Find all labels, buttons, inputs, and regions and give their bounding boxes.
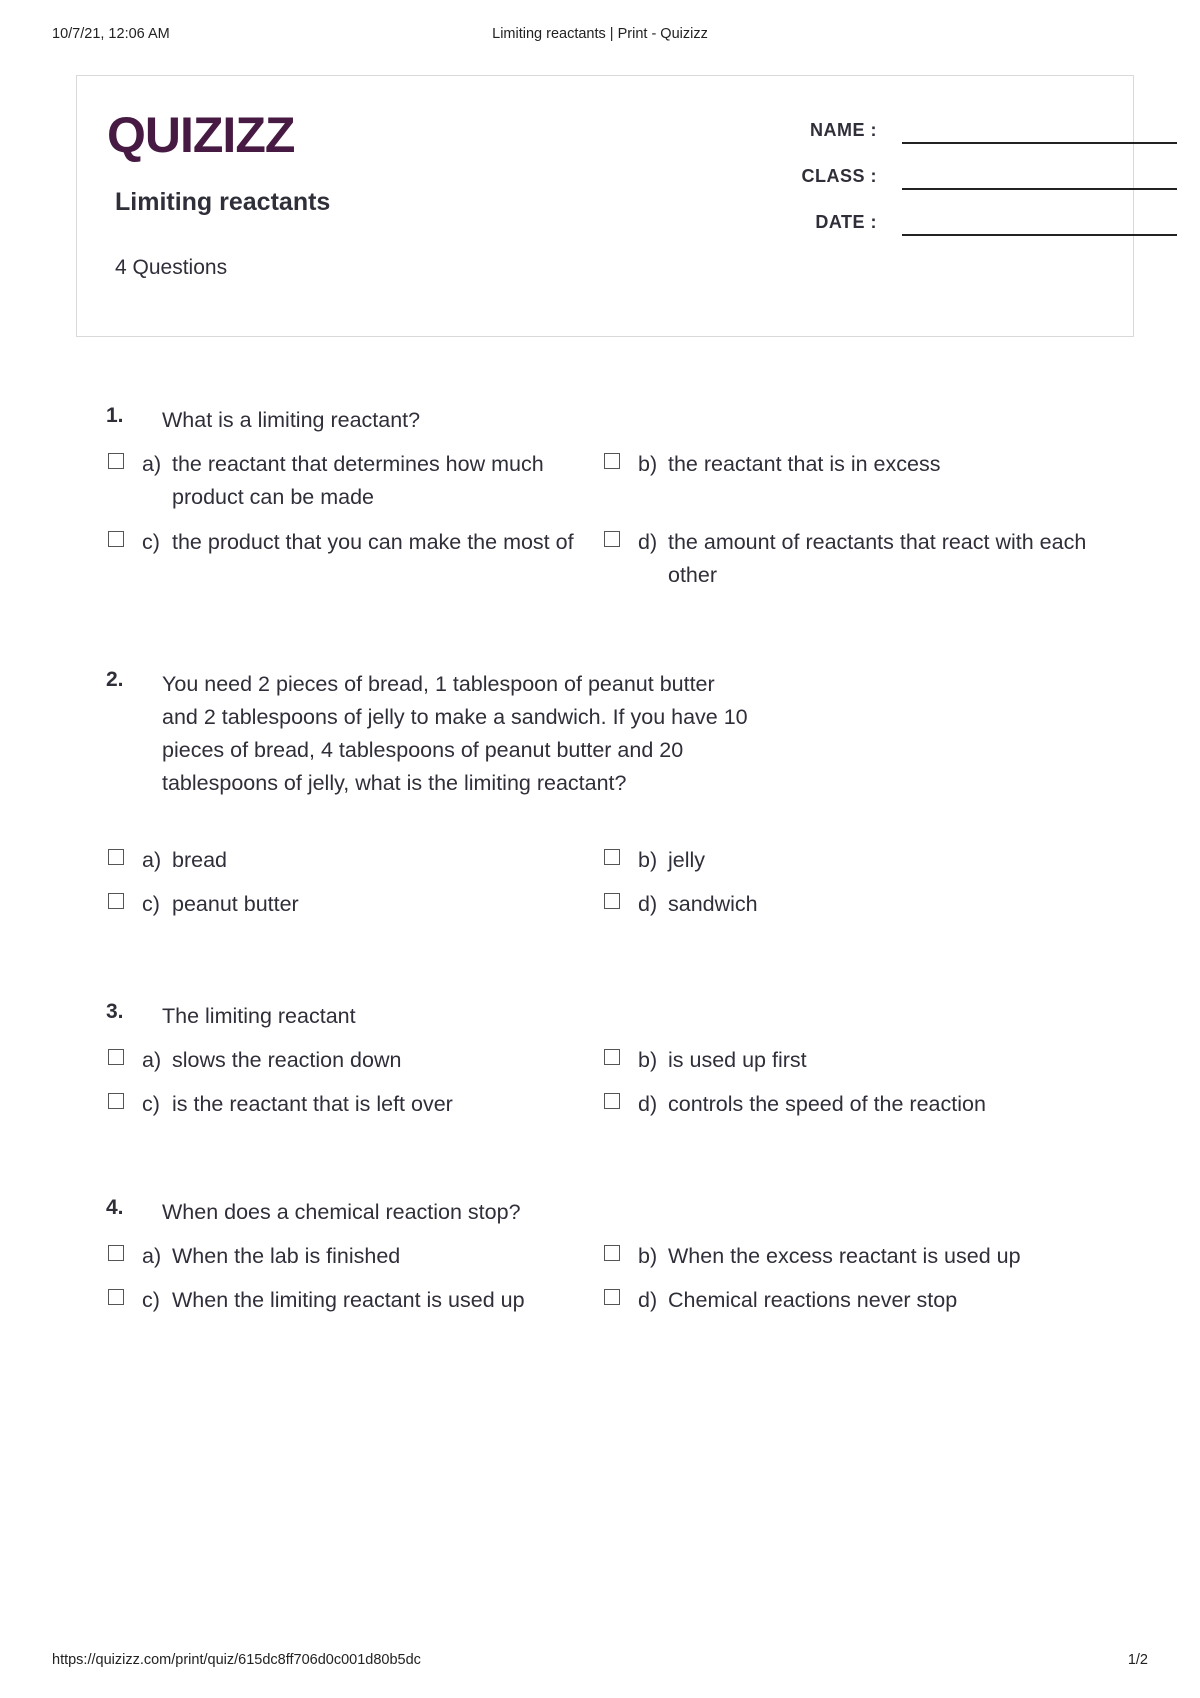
option-letter: c) xyxy=(142,892,160,916)
checkbox-icon[interactable] xyxy=(108,1049,124,1065)
name-field[interactable] xyxy=(737,120,1177,148)
option-letter: b) xyxy=(638,1048,658,1072)
checkbox-icon[interactable] xyxy=(604,1245,620,1261)
name-label: NAME : xyxy=(810,120,877,140)
print-url[interactable]: https://quizizz.com/print/quiz/615dc8ff706d0c001d80b5dc xyxy=(52,1652,421,1668)
checkbox-icon[interactable] xyxy=(108,1093,124,1109)
question-number: 4. xyxy=(106,1196,124,1219)
option-letter: a) xyxy=(142,1048,162,1072)
option-text: is used up first xyxy=(668,1048,807,1072)
option-text: the reactant that is in excess xyxy=(668,452,941,476)
question-text: The limiting reactant xyxy=(162,1004,356,1028)
option-text: peanut butter xyxy=(172,892,299,916)
date-label: DATE : xyxy=(815,212,877,232)
option-text: sandwich xyxy=(668,892,758,916)
option-letter: d) xyxy=(638,1288,658,1312)
option-letter: c) xyxy=(142,1288,160,1312)
question-text: You need 2 pieces of bread, 1 tablespoon of peanut butter and 2 tablespoons of jelly to make a sandwich. If you have 10 pieces of bread, 4 tablespoons of peanut butter and 20 tablespoons of jelly, what is the limiting reactant? xyxy=(162,672,748,795)
option-letter: a) xyxy=(142,848,162,872)
option-letter: b) xyxy=(638,452,658,476)
name-line[interactable] xyxy=(902,142,1177,144)
class-line[interactable] xyxy=(902,188,1177,190)
print-page-title: Limiting reactants | Print - Quizizz xyxy=(492,26,708,42)
option-text: When the excess reactant is used up xyxy=(668,1244,1021,1268)
option-letter: b) xyxy=(638,848,658,872)
print-header xyxy=(52,26,1148,46)
quizizz-logo-text: QUIZIZZ xyxy=(107,107,295,163)
question-count: 4 Questions xyxy=(115,256,228,279)
option-text: When the limiting reactant is used up xyxy=(172,1288,525,1312)
option-letter: a) xyxy=(142,452,162,476)
checkbox-icon[interactable] xyxy=(604,453,620,469)
checkbox-icon[interactable] xyxy=(604,893,620,909)
checkbox-icon[interactable] xyxy=(604,1049,620,1065)
option-text: is the reactant that is left over xyxy=(172,1092,453,1116)
option-text: the amount of reactants that react with each other xyxy=(668,530,1087,587)
checkbox-icon[interactable] xyxy=(108,893,124,909)
option-letter: c) xyxy=(142,530,160,554)
class-field[interactable] xyxy=(737,166,1177,194)
option-text: the reactant that determines how much product can be made xyxy=(172,452,544,509)
quiz-header-card xyxy=(76,75,1134,337)
option-letter: b) xyxy=(638,1244,658,1268)
question-text: When does a chemical reaction stop? xyxy=(162,1200,521,1224)
question-text: What is a limiting reactant? xyxy=(162,408,421,432)
option-text: When the lab is finished xyxy=(172,1244,401,1268)
option-text: jelly xyxy=(668,848,706,872)
checkbox-icon[interactable] xyxy=(108,849,124,865)
option-text: slows the reaction down xyxy=(172,1048,402,1072)
date-line[interactable] xyxy=(902,234,1177,236)
option-letter: d) xyxy=(638,1092,658,1116)
question-number: 3. xyxy=(106,1000,124,1023)
print-footer xyxy=(52,1652,1148,1672)
question-number: 1. xyxy=(106,404,124,427)
checkbox-icon[interactable] xyxy=(108,1245,124,1261)
option-letter: c) xyxy=(142,1092,160,1116)
date-field[interactable] xyxy=(737,212,1177,240)
checkbox-icon[interactable] xyxy=(604,1093,620,1109)
checkbox-icon[interactable] xyxy=(108,1289,124,1305)
checkbox-icon[interactable] xyxy=(108,531,124,547)
page-number: 1/2 xyxy=(1127,1652,1148,1668)
option-letter: d) xyxy=(638,530,658,554)
option-text: controls the speed of the reaction xyxy=(668,1092,986,1116)
option-text: the product that you can make the most of xyxy=(172,530,574,554)
option-letter: d) xyxy=(638,892,658,916)
class-label: CLASS : xyxy=(801,166,877,186)
print-timestamp: 10/7/21, 12:06 AM xyxy=(52,26,170,42)
option-text: bread xyxy=(172,848,227,872)
checkbox-icon[interactable] xyxy=(604,1289,620,1305)
checkbox-icon[interactable] xyxy=(604,531,620,547)
question-number: 2. xyxy=(106,668,124,691)
quiz-title: Limiting reactants xyxy=(115,188,331,216)
option-letter: a) xyxy=(142,1244,162,1268)
checkbox-icon[interactable] xyxy=(604,849,620,865)
quizizz-logo xyxy=(107,104,317,164)
option-text: Chemical reactions never stop xyxy=(668,1288,958,1312)
checkbox-icon[interactable] xyxy=(108,453,124,469)
